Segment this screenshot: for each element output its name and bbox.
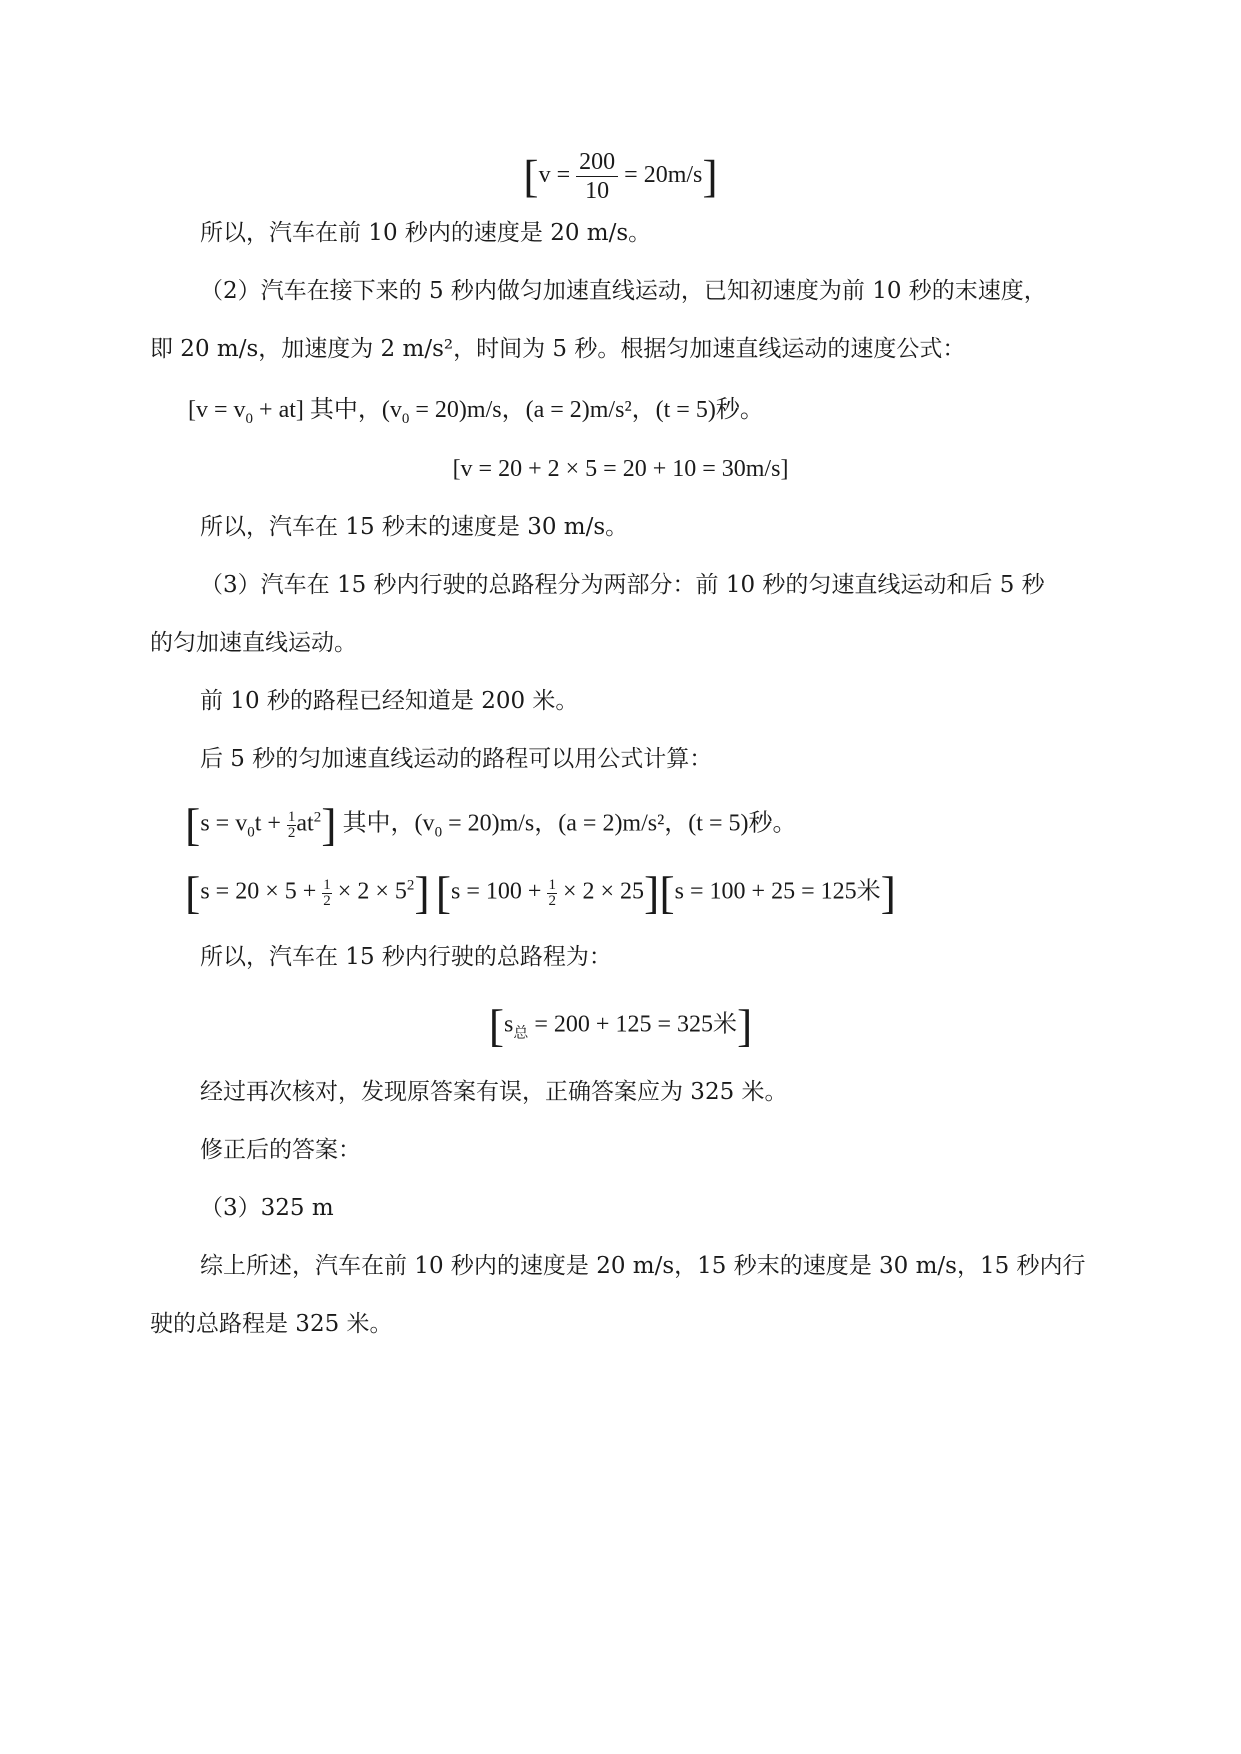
fraction: $\frac{1}{2}$ bbox=[548, 876, 556, 909]
fraction: $\frac{200}{10}$ bbox=[576, 148, 618, 205]
paragraph: （3）汽车在 15 秒内行驶的总路程分为两部分：前 10 秒的匀速直线运动和后 5 秒 bbox=[200, 572, 1045, 598]
velocity-calculation: [v = 20 + 2 × 5 = 20 + 10 = 30m/s] bbox=[452, 456, 789, 482]
velocity-formula-uniform: [v = $\frac{200}{10}$ = 20m/s] bbox=[523, 149, 718, 204]
total-distance-formula: [$s_总 = 200 + 125 = 325$米] bbox=[488, 1000, 753, 1051]
paragraph: 后 5 秒的匀加速直线运动的路程可以用公式计算： bbox=[200, 746, 713, 772]
paragraph: （3）325 m bbox=[200, 1195, 334, 1221]
paragraph: 前 10 秒的路程已经知道是 200 米。 bbox=[200, 688, 579, 714]
velocity-formula-accel: $[v = v_0 + at]$ 其中，$(v_0 = 20)m/s$，(a = 2)m/s²，(t = 5)秒。 bbox=[188, 397, 764, 427]
distance-formula: [$s = v_0t$ + $\frac{1}{2}$ $at^2$] 其中，$(v_0 = 20)m/s$，(a = 2)m/s²，(t = 5)秒。 bbox=[185, 799, 797, 850]
fraction: $\frac{1}{2}$ bbox=[323, 876, 331, 909]
fraction: $\frac{1}{2}$ bbox=[287, 808, 296, 841]
paragraph: 所以，汽车在 15 秒末的速度是 30 m/s。 bbox=[200, 514, 629, 540]
paragraph: 即 20 m/s，加速度为 2 m/s²，时间为 5 秒。根据匀加速直线运动的速度公式： bbox=[150, 336, 966, 362]
paragraph: 修正后的答案： bbox=[200, 1137, 361, 1163]
paragraph: 所以，汽车在前 10 秒内的速度是 20 m/s。 bbox=[200, 220, 652, 246]
paragraph: 综上所述，汽车在前 10 秒内的速度是 20 m/s，15 秒末的速度是 30 m/s，15 秒内行 bbox=[200, 1253, 1086, 1279]
paragraph: 的匀加速直线运动。 bbox=[150, 630, 357, 656]
paragraph: （2）汽车在接下来的 5 秒内做匀加速直线运动，已知初速度为前 10 秒的末速度， bbox=[200, 278, 1047, 304]
distance-calculation: [s = 20 × 5 + $\frac{1}{2}$ × $2 \times 5^2$] [s = 100 + $\frac{1}{2}$ × 2 × 25][s = 100 + 25 = 125米] bbox=[185, 867, 896, 918]
paragraph: 所以，汽车在 15 秒内行驶的总路程为： bbox=[200, 944, 612, 970]
paragraph: 经过再次核对，发现原答案有误，正确答案应为 325 米。 bbox=[200, 1079, 788, 1105]
paragraph: 驶的总路程是 325 米。 bbox=[150, 1311, 393, 1337]
